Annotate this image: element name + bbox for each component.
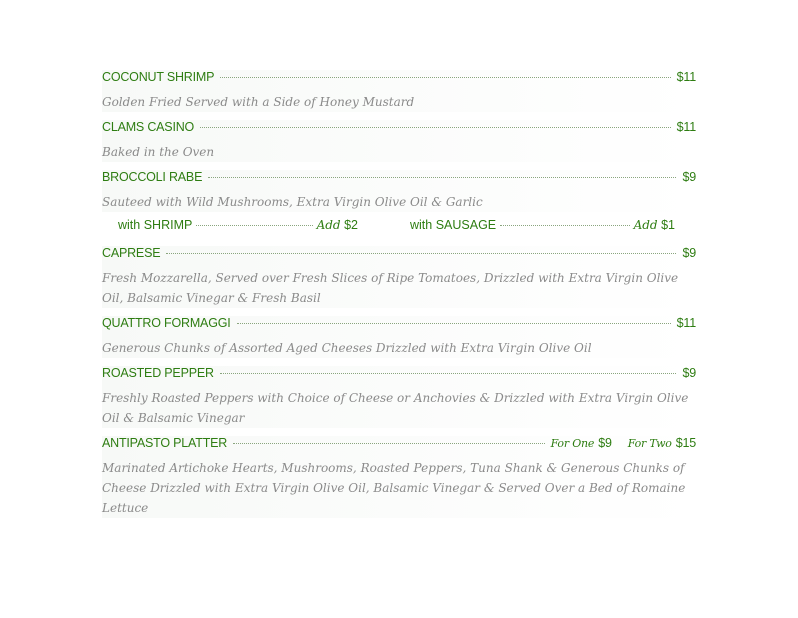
menu-item-coconut-shrimp: [102, 70, 696, 112]
item-name: ROASTED PEPPER: [102, 366, 214, 380]
addon-add-word: Add: [633, 218, 658, 232]
item-price: $9: [682, 366, 696, 380]
addon-label: with SHRIMP: [118, 218, 193, 232]
addon-label: with SAUSAGE: [410, 218, 497, 232]
dot-leader: [237, 323, 671, 324]
menu-list: [102, 70, 696, 526]
item-description: Sauteed with Wild Mushrooms, Extra Virgin Olive Oil & Garlic: [102, 195, 483, 209]
item-name: CLAMS CASINO: [102, 120, 195, 134]
addon-add-word: Add: [316, 218, 341, 232]
size-label-one: For One: [550, 437, 595, 450]
size-label-two: For Two: [627, 437, 672, 450]
item-description: Generous Chunks of Assorted Aged Cheeses Drizzled with Extra Virgin Olive Oil: [102, 341, 592, 355]
addon-price: $2: [344, 218, 358, 232]
dot-leader: [500, 225, 629, 226]
item-name: CAPRESE: [102, 246, 161, 260]
item-name: ANTIPASTO PLATTER: [102, 436, 228, 450]
item-price: $9: [682, 246, 696, 260]
addon-price: $1: [661, 218, 675, 232]
menu-item-caprese: [102, 246, 696, 308]
item-description: Marinated Artichoke Hearts, Mushrooms, Roasted Peppers, Tuna Shank & Generous Chunks of Cheese Drizzled with Extra Virgin Olive Oil, Balsamic Vinegar & Served Over a Bed of Romaine Lettuce: [102, 461, 686, 515]
item-description: Baked in the Oven: [102, 145, 215, 159]
dot-leader: [166, 253, 676, 254]
broccoli-rabe-addons: [118, 218, 696, 240]
item-price: $11: [676, 120, 696, 134]
item-name: COCONUT SHRIMP: [102, 70, 215, 84]
menu-item-roasted-pepper: [102, 366, 696, 428]
item-price: $11: [676, 70, 696, 84]
menu-item-clams-casino: [102, 120, 696, 162]
item-name: QUATTRO FORMAGGI: [102, 316, 231, 330]
item-price: $11: [676, 316, 696, 330]
item-price: $9: [682, 170, 696, 184]
item-description: Freshly Roasted Peppers with Choice of Cheese or Anchovies & Drizzled with Extra Virgin Olive Oil & Balsamic Vinegar: [102, 391, 689, 425]
dot-leader: [220, 373, 677, 374]
menu-item-broccoli-rabe: [102, 170, 696, 212]
dot-leader: [200, 127, 671, 128]
dot-leader: [233, 443, 544, 444]
addon-sausage: [410, 218, 675, 232]
dot-leader: [196, 225, 312, 226]
item-description: Fresh Mozzarella, Served over Fresh Slices of Ripe Tomatoes, Drizzled with Extra Virgin Olive Oil, Balsamic Vinegar & Fresh Basil: [102, 271, 679, 305]
menu-item-antipasto-platter: [102, 436, 696, 518]
size-price-one: $9: [598, 436, 612, 450]
dot-leader: [208, 177, 676, 178]
menu-item-quattro-formaggi: [102, 316, 696, 358]
dot-leader: [220, 77, 670, 78]
addon-shrimp: [118, 218, 358, 232]
item-name: BROCCOLI RABE: [102, 170, 203, 184]
size-price-two: $15: [675, 436, 696, 450]
item-description: Golden Fried Served with a Side of Honey Mustard: [102, 95, 415, 109]
size-prices: [551, 436, 696, 450]
